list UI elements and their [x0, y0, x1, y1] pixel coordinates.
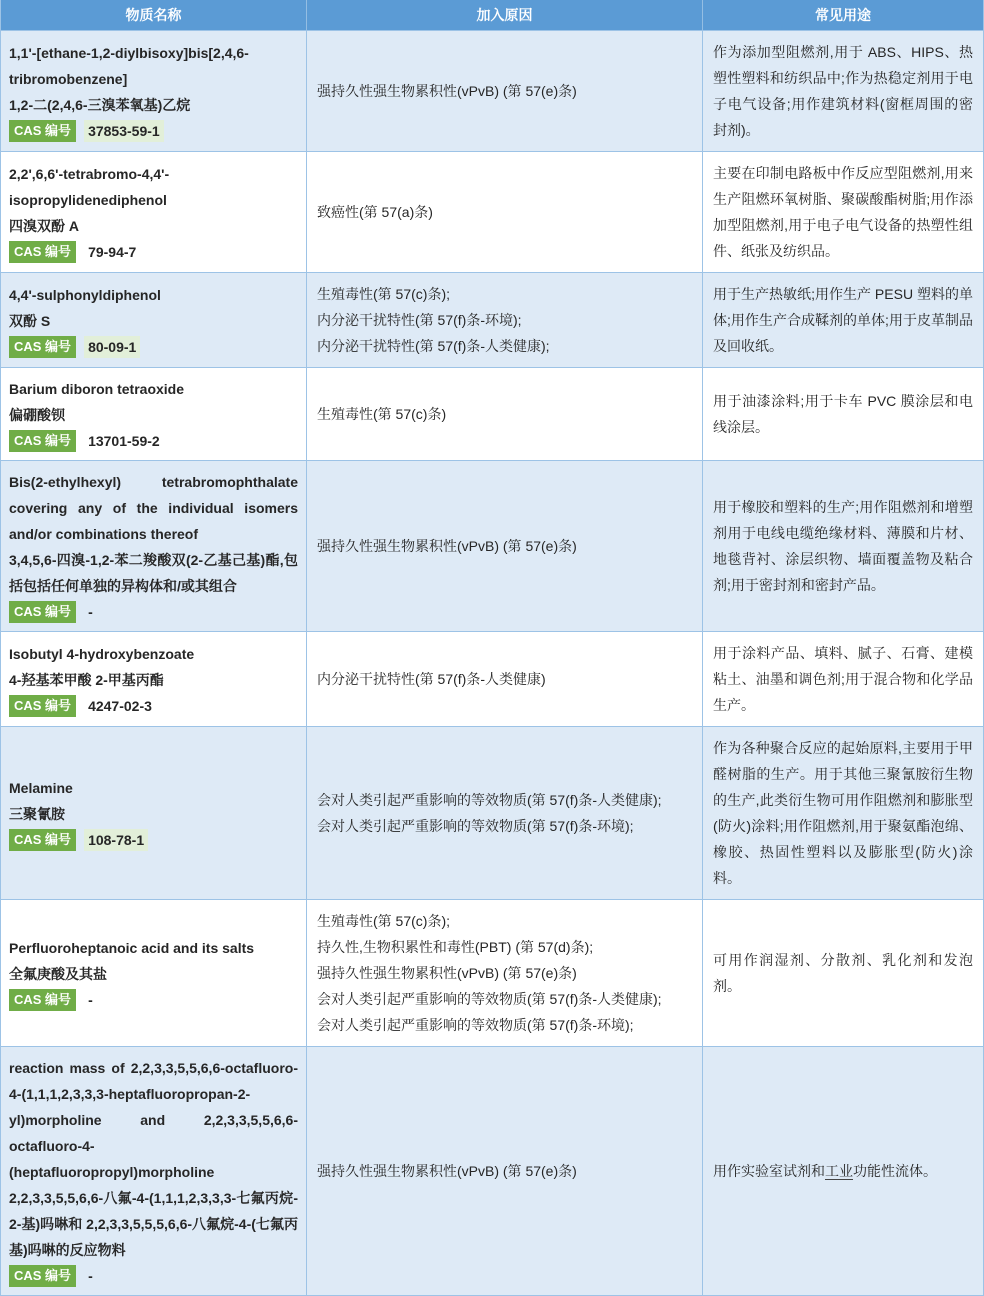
- cas-number: -: [88, 604, 93, 620]
- uses-text-segment: 用于生产热敏纸;用作生产 PESU 塑料的单体;用作生产合成鞣剂的单体;用于皮革制品及回收纸。: [713, 286, 973, 354]
- uses-text: [713, 1158, 973, 1184]
- cas-line: [9, 829, 298, 851]
- table-header-row: [1, 0, 983, 30]
- cas-line: [9, 989, 298, 1011]
- substance-name-cell: [1, 900, 307, 1046]
- cas-number: 79-94-7: [88, 244, 137, 260]
- reason-line: 内分泌干扰特性(第 57(f)条-环境);: [317, 312, 522, 328]
- cas-label-badge: CAS 编号: [9, 989, 76, 1011]
- common-uses-cell: [703, 31, 983, 151]
- substance-name-english: Isobutyl 4-hydroxybenzoate: [9, 646, 195, 662]
- inclusion-reason-cell: [307, 273, 703, 367]
- substance-name-cell: [1, 632, 307, 726]
- reason-line: 强持久性强生物累积性(vPvB) (第 57(e)条): [317, 83, 577, 99]
- substance-name-english: reaction mass of 2,2,3,3,5,5,6,6-octafluoro-4-(1,1,1,2,3,3,3-heptafluoropropan-2-yl)morpholine and 2,2,3,3,5,5,6,6-octafluoro-4-(heptafluoropropyl)morpholine: [9, 1060, 298, 1180]
- substance-name-chinese: 全氟庚酸及其盐: [9, 966, 107, 982]
- substance-name-english: Barium diboron tetraoxide: [9, 381, 185, 397]
- inclusion-reason-cell: [307, 461, 703, 631]
- substance-name-chinese: 4-羟基苯甲酸 2-甲基丙酯: [9, 672, 164, 688]
- common-uses-cell: [703, 900, 983, 1046]
- cas-line: [9, 430, 298, 452]
- cas-label-badge: CAS 编号: [9, 120, 76, 142]
- reason-line: 强持久性强生物累积性(vPvB) (第 57(e)条): [317, 538, 577, 554]
- uses-text-segment-underlined: 工业: [825, 1163, 853, 1179]
- reason-line: 强持久性强生物累积性(vPvB) (第 57(e)条): [317, 965, 577, 981]
- cas-line: [9, 1265, 298, 1287]
- common-uses-cell: [703, 727, 983, 899]
- cas-number: -: [88, 1268, 93, 1284]
- uses-text: [713, 388, 973, 440]
- uses-text-segment: 作为添加型阻燃剂,用于 ABS、HIPS、热塑性塑料和纺织品中;作为热稳定剂用于电子电气设备;用作建筑材料(窗框周围的密封剂)。: [713, 44, 973, 138]
- substance-name-chinese: 四溴双酚 A: [9, 218, 79, 234]
- uses-text: [713, 640, 973, 718]
- substance-name-english: 1,1'-[ethane-1,2-diylbisoxy]bis[2,4,6-tribromobenzene]: [9, 45, 249, 87]
- uses-text-segment: 主要在印制电路板中作反应型阻燃剂,用来生产阻燃环氧树脂、聚碳酸酯树脂;用作添加型阻燃剂,用于电子电气设备的热塑性组件、纸张及纺织品。: [713, 165, 973, 259]
- inclusion-reason-cell: [307, 632, 703, 726]
- common-uses-cell: [703, 368, 983, 460]
- reason-line: 生殖毒性(第 57(c)条): [317, 406, 447, 422]
- substance-name-chinese: 三聚氰胺: [9, 806, 65, 822]
- reason-line: 生殖毒性(第 57(c)条);: [317, 286, 450, 302]
- uses-text-segment: 用作实验室试剂和: [713, 1163, 825, 1179]
- inclusion-reason-cell: [307, 1047, 703, 1295]
- table-row: [1, 460, 983, 631]
- cas-label-badge: CAS 编号: [9, 829, 76, 851]
- uses-text: [713, 39, 973, 143]
- reason-line: 会对人类引起严重影响的等效物质(第 57(f)条-环境);: [317, 818, 634, 834]
- reason-line: 强持久性强生物累积性(vPvB) (第 57(e)条): [317, 1163, 577, 1179]
- substance-name-cell: [1, 152, 307, 272]
- inclusion-reason-cell: [307, 368, 703, 460]
- substance-name-chinese: 1,2-二(2,4,6-三溴苯氧基)乙烷: [9, 97, 191, 113]
- table-row: [1, 272, 983, 367]
- table-row: [1, 367, 983, 460]
- substance-name-cell: [1, 1047, 307, 1295]
- cas-label-badge: CAS 编号: [9, 1265, 76, 1287]
- substance-name-english: Bis(2-ethylhexyl) tetrabromophthalate covering any of the individual isomers and/or combinations thereof: [9, 474, 298, 542]
- substance-name-cell: [1, 461, 307, 631]
- substance-name-english: Perfluoroheptanoic acid and its salts: [9, 940, 255, 956]
- inclusion-reason-cell: [307, 900, 703, 1046]
- common-uses-cell: [703, 1047, 983, 1295]
- substance-name-chinese: 双酚 S: [9, 313, 51, 329]
- reason-line: 致癌性(第 57(a)条): [317, 204, 433, 220]
- reason-line: 内分泌干扰特性(第 57(f)条-人类健康): [317, 671, 546, 687]
- uses-text: [713, 160, 973, 264]
- substance-name-cell: [1, 368, 307, 460]
- reason-line: 会对人类引起严重影响的等效物质(第 57(f)条-人类健康);: [317, 792, 662, 808]
- cas-label-badge: CAS 编号: [9, 430, 76, 452]
- cas-line: [9, 120, 298, 142]
- table-row: [1, 726, 983, 899]
- uses-text-segment: 可用作润湿剂、分散剂、乳化剂和发泡剂。: [713, 952, 973, 994]
- uses-text-segment: 用于涂料产品、填料、腻子、石膏、建模粘土、油墨和调色剂;用于混合物和化学品生产。: [713, 645, 973, 713]
- reason-line: 持久性,生物积累性和毒性(PBT) (第 57(d)条);: [317, 939, 594, 955]
- common-uses-cell: [703, 273, 983, 367]
- substance-name-cell: [1, 273, 307, 367]
- column-header-common-uses: 常见用途: [815, 7, 871, 23]
- substance-name-english: 4,4'-sulphonyldiphenol: [9, 287, 161, 303]
- common-uses-cell: [703, 461, 983, 631]
- uses-text: [713, 735, 973, 891]
- reason-line: 会对人类引起严重影响的等效物质(第 57(f)条-人类健康);: [317, 991, 662, 1007]
- cas-number: 108-78-1: [84, 829, 148, 851]
- cas-number: -: [88, 992, 93, 1008]
- table-row: [1, 1046, 983, 1295]
- cas-label-badge: CAS 编号: [9, 336, 76, 358]
- table-row: [1, 30, 983, 151]
- substance-name-chinese: 2,2,3,3,5,5,6,6-八氟-4-(1,1,1,2,3,3,3-七氟丙烷-2-基)吗啉和 2,2,3,3,5,5,5,6,6-八氟烷-4-(七氟丙基)吗啉的反应物料: [9, 1190, 298, 1258]
- cas-line: [9, 601, 298, 623]
- substance-name-cell: [1, 727, 307, 899]
- cas-label-badge: CAS 编号: [9, 695, 76, 717]
- uses-text: [713, 281, 973, 359]
- cas-line: [9, 241, 298, 263]
- uses-text-segment: 用于橡胶和塑料的生产;用作阻燃剂和增塑剂用于电线电缆绝缘材料、薄膜和片材、地毯背衬、涂层织物、墙面覆盖物及粘合剂;用于密封剂和密封产品。: [713, 499, 973, 593]
- cas-line: [9, 695, 298, 717]
- uses-text: [713, 947, 973, 999]
- cas-number: 80-09-1: [84, 336, 140, 358]
- inclusion-reason-cell: [307, 152, 703, 272]
- cas-label-badge: CAS 编号: [9, 601, 76, 623]
- cas-number: 13701-59-2: [88, 433, 160, 449]
- uses-text-segment: 用于油漆涂料;用于卡车 PVC 膜涂层和电线涂层。: [713, 393, 973, 435]
- inclusion-reason-cell: [307, 31, 703, 151]
- substance-name-english: 2,2',6,6'-tetrabromo-4,4'-isopropylidenediphenol: [9, 166, 170, 208]
- cas-label-badge: CAS 编号: [9, 241, 76, 263]
- substance-name-english: Melamine: [9, 780, 73, 796]
- substance-name-chinese: 3,4,5,6-四溴-1,2-苯二羧酸双(2-乙基己基)酯,包括包括任何单独的异构体和/或其组合: [9, 552, 298, 594]
- substance-name-cell: [1, 31, 307, 151]
- uses-text: [713, 494, 973, 598]
- uses-text-segment: 作为各种聚合反应的起始原料,主要用于甲醛树脂的生产。用于其他三聚氰胺衍生物的生产,此类衍生物可用作阻燃剂和膨胀型(防火)涂料;用作阻燃剂,用于聚氨酯泡绵、橡胶、热固性塑料以及膨胀型(防火)涂料。: [713, 740, 973, 886]
- common-uses-cell: [703, 152, 983, 272]
- inclusion-reason-cell: [307, 727, 703, 899]
- reason-line: 会对人类引起严重影响的等效物质(第 57(f)条-环境);: [317, 1017, 634, 1033]
- cas-number: 37853-59-1: [84, 120, 164, 142]
- uses-text-segment: 功能性流体。: [853, 1163, 937, 1179]
- reason-line: 内分泌干扰特性(第 57(f)条-人类健康);: [317, 338, 550, 354]
- reason-line: 生殖毒性(第 57(c)条);: [317, 913, 450, 929]
- substance-name-chinese: 偏硼酸钡: [9, 407, 65, 423]
- cas-line: [9, 336, 298, 358]
- common-uses-cell: [703, 632, 983, 726]
- column-header-substance-name: 物质名称: [1, 0, 307, 30]
- cas-number: 4247-02-3: [88, 698, 152, 714]
- table-row: [1, 899, 983, 1046]
- table-body: [1, 30, 983, 1295]
- table-row: [1, 631, 983, 726]
- table-row: [1, 151, 983, 272]
- column-header-inclusion-reason: 加入原因: [307, 0, 703, 30]
